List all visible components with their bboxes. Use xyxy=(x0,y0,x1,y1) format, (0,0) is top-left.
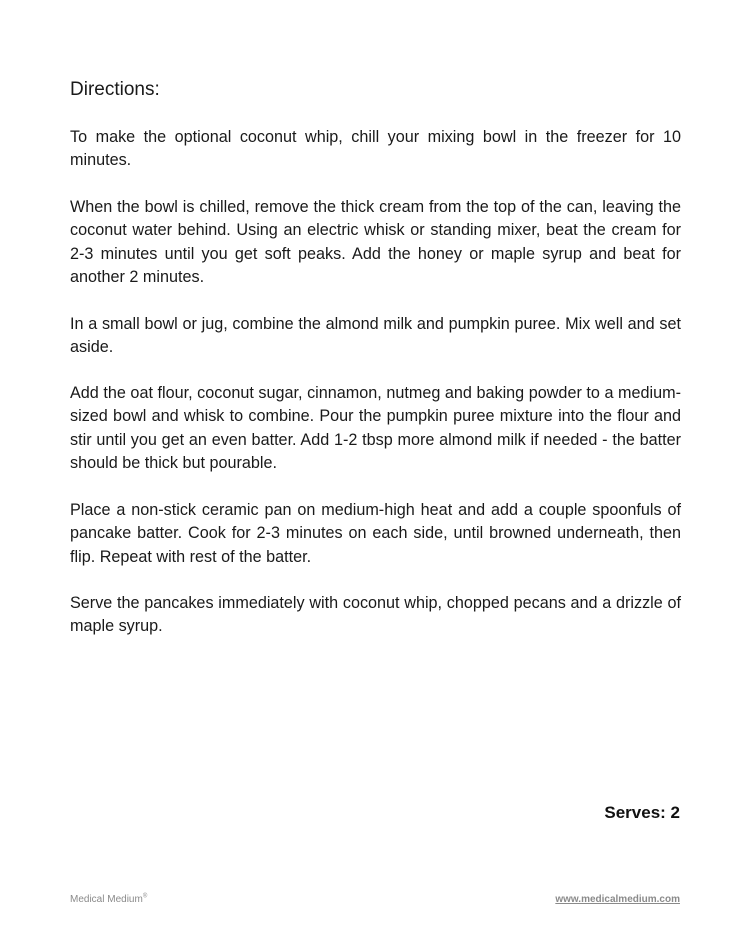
footer-brand-name: Medical Medium xyxy=(70,894,143,905)
direction-step-1: To make the optional coconut whip, chill your mixing bowl in the freezer for 10 minutes. xyxy=(70,128,681,170)
direction-step-4: Add the oat flour, coconut sugar, cinnamon, nutmeg and baking powder to a medium-sized bowl and whisk to combine. Pour the pumpkin puree mixture into the flour and stir until you get an even batter. Add 1-2 tbsp more almond milk if needed - the batter should be thick but pourable. xyxy=(70,384,681,473)
registered-mark: ® xyxy=(142,893,148,900)
direction-step-6: Serve the pancakes immediately with coconut whip, chopped pecans and a drizzle of maple syrup. xyxy=(70,594,681,636)
footer-brand xyxy=(70,894,147,906)
direction-step-2: When the bowl is chilled, remove the thick cream from the top of the can, leaving the coconut water behind. Using an electric whisk or standing mixer, beat the cream for 2-3 minutes until you get soft peaks. Add the honey or maple syrup and beat for another 2 minutes. xyxy=(70,198,681,287)
footer-website-link[interactable]: www.medicalmedium.com xyxy=(555,894,680,905)
directions-heading: Directions: xyxy=(70,79,160,100)
direction-step-5: Place a non-stick ceramic pan on medium-high heat and add a couple spoonfuls of pancake batter. Cook for 2-3 minutes on each side, until browned underneath, then flip. Repeat with rest of the batter. xyxy=(70,501,681,566)
direction-step-3: In a small bowl or jug, combine the almond milk and pumpkin puree. Mix well and set aside. xyxy=(70,315,681,357)
serves-count: Serves: 2 xyxy=(604,803,680,822)
